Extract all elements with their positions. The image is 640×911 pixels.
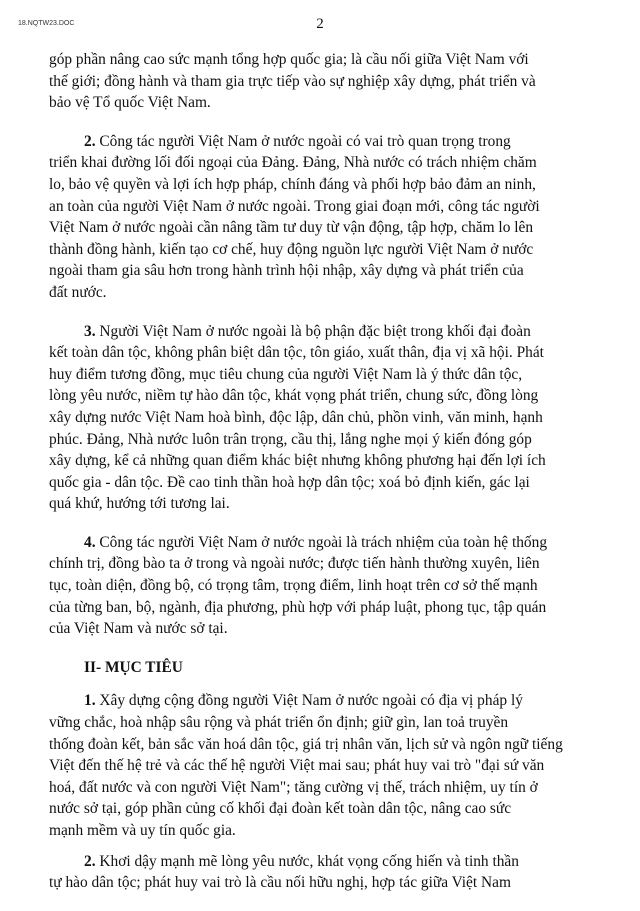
text-line: thế giới; đồng hành và tham gia trực tiếp vào sự nghiệp xây dựng, phát triển và	[49, 72, 536, 90]
text-line: phúc. Đảng, Nhà nước luôn trân trọng, cầu thị, lắng nghe mọi ý kiến đóng góp	[49, 430, 532, 448]
text-line: vững chắc, hoà nhập sâu rộng và phát triển ổn định; giữ gìn, lan toả truyền	[49, 714, 509, 732]
text-line	[49, 851, 603, 873]
paragraph-point-2	[49, 131, 603, 304]
point-number: 2.	[84, 132, 96, 150]
point-number: 3.	[84, 322, 96, 340]
text-line: của từng ban, bộ, ngành, địa phương, phù hợp với pháp luật, phong tục, tập quán	[49, 598, 547, 616]
text-line: góp phần nâng cao sức mạnh tổng hợp quốc gia; là cầu nối giữa Việt Nam với	[49, 51, 529, 68]
section-heading: II- MỤC TIÊU	[84, 658, 183, 676]
text-line: lòng yêu nước, niềm tự hào dân tộc, khát vọng phát triển, chung sức, đồng lòng	[49, 387, 539, 405]
text-line: quá khứ, hướng tới tương lai.	[49, 495, 230, 513]
text-line: kết toàn dân tộc, không phân biệt dân tộc, tôn giáo, xuất thân, địa vị xã hội. Phát	[49, 344, 544, 362]
paragraph-goal-2	[49, 851, 603, 894]
text-line: xây dựng, kể cả những quan điểm khác biệt nhưng không phương hại đến lợi ích	[49, 452, 546, 470]
text-line: tự hào dân tộc; phát huy vai trò là cầu nối hữu nghị, hợp tác giữa Việt Nam	[49, 874, 511, 892]
text-line: mạnh mềm và uy tín quốc gia.	[49, 822, 236, 839]
text-line: Việt Nam ở nước ngoài cần nâng tầm tư duy từ vận động, tập hợp, chăm lo lên	[49, 219, 534, 237]
paragraph-continuation	[49, 49, 603, 114]
text-line: huy điểm tương đồng, mục tiêu chung của người Việt Nam là ý thức dân tộc,	[49, 365, 523, 383]
text-line	[49, 532, 603, 554]
text-line	[49, 690, 603, 712]
text-line: triển khai đường lối đối ngoại của Đảng. Đảng, Nhà nước có trách nhiệm chăm	[49, 154, 537, 172]
text-line: Việt đến thế hệ trẻ và các thế hệ người Việt mai sau; phát huy vai trò "đại sứ văn	[49, 757, 545, 775]
text-fragment: Công tác người Việt Nam ở nước ngoài là trách nhiệm của toàn hệ thống	[95, 533, 548, 551]
text-line: nước sở tại, góp phần củng cố khối đại đoàn kết toàn dân tộc, nâng cao sức	[49, 800, 512, 818]
point-number: 1.	[84, 692, 96, 710]
page-header	[18, 16, 622, 36]
text-fragment: Người Việt Nam ở nước ngoài là bộ phận đặc biệt trong khối đại đoàn	[95, 322, 531, 340]
text-line: ngoài tham gia sâu hơn trong hành trình hội nhập, xây dựng và phát triển của	[49, 262, 524, 280]
text-line	[49, 321, 603, 343]
text-fragment: Công tác người Việt Nam ở nước ngoài có vai trò quan trọng trong	[95, 132, 511, 150]
text-line: hoá, đất nước và con người Việt Nam"; tăng cường vị thế, trách nhiệm, uy tín ở	[49, 778, 538, 796]
text-line: của Việt Nam và nước sở tại.	[49, 620, 228, 638]
text-fragment: Khơi dậy mạnh mẽ lòng yêu nước, khát vọng cống hiến và tinh thần	[95, 852, 519, 870]
text-line	[49, 131, 603, 153]
text-line: lo, bảo vệ quyền và lợi ích hợp pháp, chính đáng và phối hợp bảo đảm an ninh,	[49, 175, 536, 193]
text-line: thành đồng hành, kiến tạo cơ chế, huy động nguồn lực người Việt Nam ở nước	[49, 240, 534, 258]
text-line: tục, toàn diện, đồng bộ, có trọng tâm, trọng điểm, linh hoạt trên cơ sở thế mạnh	[49, 577, 538, 595]
paragraph-goal-1	[49, 690, 603, 841]
document-body	[49, 49, 603, 911]
file-label: 18.NQTW23.DOC	[18, 20, 75, 27]
text-line: chính trị, đồng bào ta ở trong và ngoài nước; được tiến hành thường xuyên, liên	[49, 555, 540, 573]
text-line: quốc gia - dân tộc. Đề cao tinh thần hoà hợp dân tộc; xoá bỏ định kiến, gác lại	[49, 473, 530, 491]
text-line: bảo vệ Tổ quốc Việt Nam.	[49, 94, 211, 112]
point-number: 2.	[84, 852, 96, 870]
text-line: an toàn của người Việt Nam ở nước ngoài. Trong giai đoạn mới, công tác người	[49, 197, 540, 215]
paragraph-point-4	[49, 532, 603, 640]
page-number: 2	[316, 16, 324, 32]
text-line: đất nước.	[49, 283, 107, 301]
text-line: thống đoàn kết, bản sắc văn hoá dân tộc, giá trị nhân văn, lịch sử và ngôn ngữ tiếng	[49, 735, 563, 753]
point-number: 4.	[84, 533, 96, 551]
paragraph-point-3	[49, 321, 603, 515]
text-fragment: Xây dựng cộng đồng người Việt Nam ở nước ngoài có địa vị pháp lý	[95, 692, 523, 710]
text-line: xây dựng nước Việt Nam hoà bình, độc lập, dân chủ, phồn vinh, văn minh, hạnh	[49, 408, 543, 426]
